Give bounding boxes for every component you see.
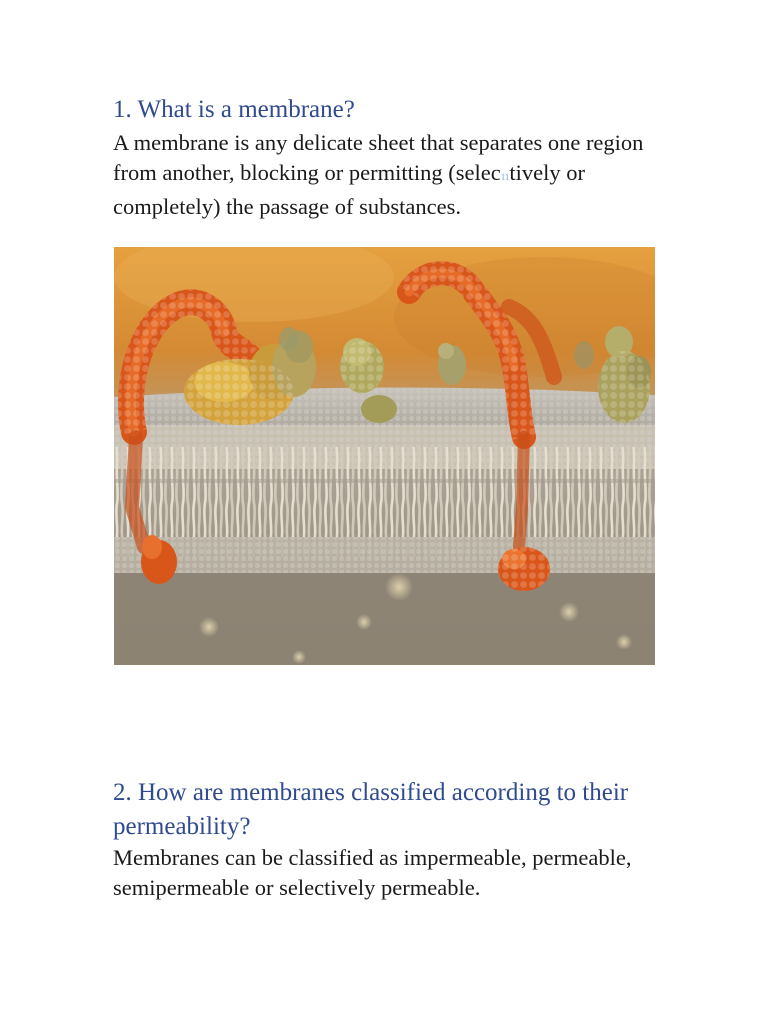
question-1-answer-part1: A membrane is any delicate sheet that separates one region from another, blocking or permitting (selec xyxy=(113,130,644,185)
cell-membrane-illustration xyxy=(114,247,655,665)
footnote-mark: 11 xyxy=(500,171,510,182)
question-1-title: 1. What is a membrane? xyxy=(113,96,355,123)
question-2-answer: Membranes can be classified as impermeable, permeable, semipermeable or selectively permeable. xyxy=(113,845,632,900)
question-1-answer-part2: tively or completely) the passage of substances. xyxy=(113,159,586,219)
question-1-answer xyxy=(113,128,653,222)
cell-membrane-svg xyxy=(114,247,655,665)
question-2-title: 2. How are membranes classified according to their permeability? xyxy=(113,779,629,840)
